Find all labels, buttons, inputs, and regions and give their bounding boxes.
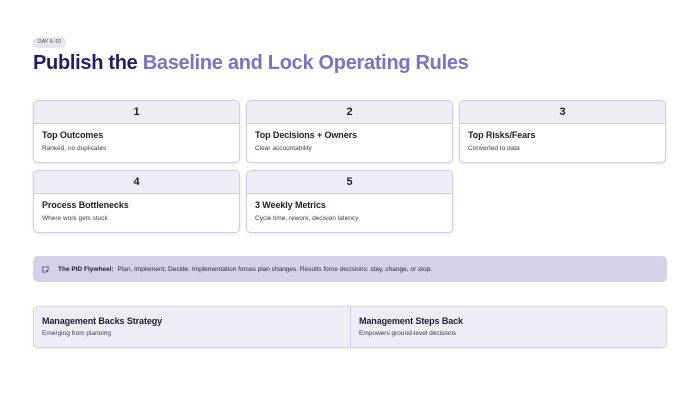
comparison-subtitle: Empowers ground-level decisions <box>359 330 457 337</box>
comparison-title: Management Steps Back <box>359 316 463 326</box>
callout-label: The PID Flywheel: <box>58 265 114 273</box>
card-number: 4 <box>34 171 239 194</box>
page-title <box>33 51 469 75</box>
title-accent-part: Baseline and Lock Operating Rules <box>142 52 469 74</box>
card-weekly-metrics <box>246 170 453 233</box>
card-title: 3 Weekly Metrics <box>255 200 326 210</box>
note-icon <box>42 266 49 273</box>
card-title: Top Outcomes <box>42 130 104 140</box>
card-top-risks <box>459 100 666 163</box>
card-subtitle: Clear accountability <box>255 145 312 152</box>
card-number: 3 <box>460 101 665 124</box>
card-number: 1 <box>34 101 239 124</box>
card-subtitle: Converted to data <box>468 145 520 152</box>
card-title: Top Risks/Fears <box>468 130 536 140</box>
day-badge: DAY 9–10 <box>33 37 66 48</box>
comparison-right <box>350 307 666 347</box>
comparison-left <box>34 307 350 347</box>
title-dark-part: Publish the <box>33 52 138 74</box>
card-subtitle: Ranked, no duplicates <box>42 145 107 152</box>
card-process-bottlenecks <box>33 170 240 233</box>
card-top-decisions <box>246 100 453 163</box>
card-number: 5 <box>247 171 452 194</box>
card-subtitle: Where work gets stuck <box>42 215 108 222</box>
pid-flywheel-callout <box>33 256 667 282</box>
card-subtitle: Cycle time, rework, decision latency <box>255 215 359 222</box>
comparison-subtitle: Emerging from planning <box>42 330 112 337</box>
comparison-title: Management Backs Strategy <box>42 316 163 326</box>
card-title: Process Bottlenecks <box>42 200 129 210</box>
card-number: 2 <box>247 101 452 124</box>
management-comparison <box>33 306 667 348</box>
card-title: Top Decisions + Owners <box>255 130 357 140</box>
callout-text: Plan, Implement, Decide. Implementation forces plan changes. Results force decisions: stay, change, or stop. <box>117 265 433 273</box>
card-top-outcomes <box>33 100 240 163</box>
